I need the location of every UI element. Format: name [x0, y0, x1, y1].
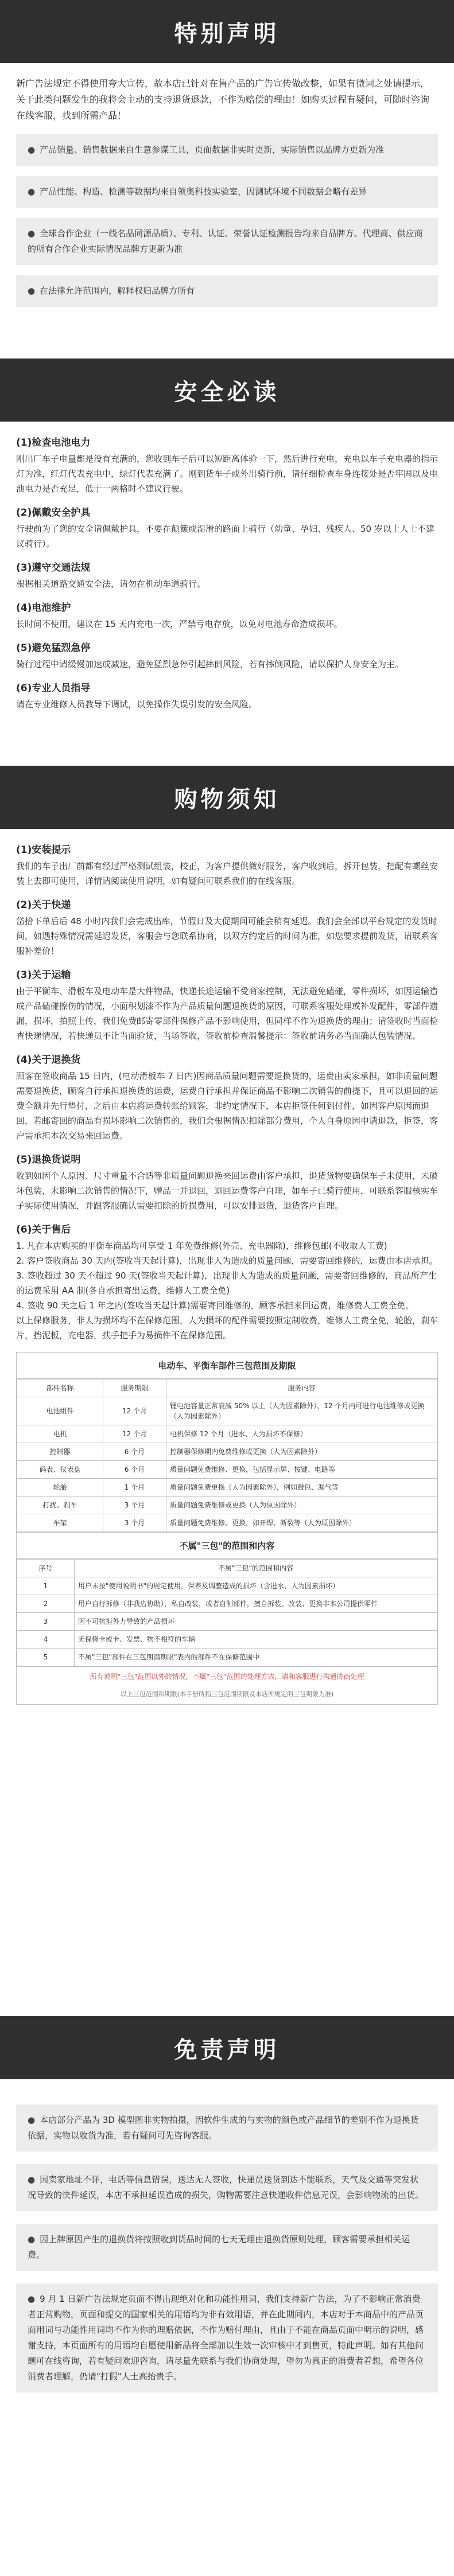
purchase-item-heading: (3)关于运输: [16, 969, 71, 981]
table-cell: 电机: [17, 1425, 103, 1443]
table-row: [17, 1479, 437, 1497]
table-header-cell: 不属"三包"的范围和内容: [75, 1560, 437, 1577]
table-row: [17, 1514, 437, 1532]
disclaimer-item: ● 因上牌原因产生的退换货将按照收到货品时间的七天无理由退换货原则处理，顾客需要承担相关运费。: [16, 2224, 438, 2271]
bullet-icon: ●: [28, 2174, 36, 2185]
table-cell: 3 个月: [103, 1514, 166, 1532]
table-cell: 锂电池容量正常衰减 50% 以上（人为因素除外），12 个月内可进行电池维修或更换（人为因素除外）: [166, 1397, 437, 1425]
table-row: [17, 1595, 437, 1613]
table-cell: 12 个月: [103, 1425, 166, 1443]
safety-item-text: 长时间不使用，建议在 15 天内充电一次，严禁亏电存放，以免对电池寿命造成损坏。: [16, 619, 343, 629]
table-cell: 轮胎: [17, 1479, 103, 1497]
disclaimer-section: [0, 2079, 454, 2576]
safety-item-text: 行驶前为了您的安全请佩戴护具，不要在颠簸或湿滑的路面上骑行（幼童、孕妇、残疾人、50 岁以上人士不建议骑行）。: [16, 524, 434, 549]
table-header-cell: 服务内容: [166, 1379, 437, 1397]
safety-item-heading: (2)佩戴安全护具: [16, 507, 91, 519]
bullet-icon: ●: [28, 2234, 36, 2244]
safety-item-heading: (5)避免猛烈急停: [16, 642, 91, 654]
bullet-icon: ●: [28, 228, 36, 239]
purchase-item-text: 由于平衡车、滑板车及电动车是大件物品，快递长途运输不受商家控制，无法避免磕碰，零件损坏，如因运输造成产品磕碰擦伤的情况，小面积划漆不作为产品质量问题退换货的原因，可联系客服处理或补发配件，零部件遗漏，损坏，拍照上传，我们免费邮寄零部件保修产品不影响使用，但同样不作为退换货的理由；请签收时当面检查快递情况，若快递员不让当面验货，当场签收，签收前检查温馨提示：签收前请务必当面确认包装情况。: [16, 986, 439, 1041]
table-row: [17, 1613, 437, 1631]
disclaimer-item: ● 本店部分产品为 3D 模型图非实物拍摄，因软件生成的与实物的颜色或产品细节的差别不作为退换货依据，实物以收货为准，若有疑问可先咨询客服。: [16, 2105, 438, 2152]
table-cell: 控制器: [17, 1443, 103, 1461]
statement-item: ● 产品销量、销售数据来自生意参谋工具，页面数据非实时更新，实际销售以品牌方更新为准: [16, 134, 438, 166]
disclaimer-title: 免责声明: [174, 2036, 280, 2063]
bullet-icon: ●: [28, 186, 36, 197]
table-cell: 5: [17, 1649, 75, 1666]
statement-intro: 新广告法规定不得使用夸大宣传，故本店已针对在售产品的广告宣传做改整，如果有微词之处请提示，关于此类问题发生的我将会主动的支持退货退款，不作为赔偿的理由！如购买过程有疑问，可随时咨询在线客服，找到所需产品！: [16, 78, 430, 121]
purchase-item-heading: (4)关于退换货: [16, 1054, 81, 1066]
table-row: [17, 1461, 437, 1479]
table-row: [17, 1631, 437, 1649]
bullet-icon: ●: [28, 2115, 36, 2125]
after-sales-line: 4. 签收 90 天之后 1 年之内(签收当天起计算)需要寄回维修的，顾客承担来回运费，维修费人工费全免。: [16, 1300, 414, 1311]
statement-item: ● 在法律允许范围内，解释权归品牌方所有: [16, 275, 438, 307]
after-sales-line: 以上保修服务，非人为损坏均不在保修范围，人为损坏的配件需要按照定制收费，维修人工费全免，轮胎，刹车片，挡泥板，充电器，扶手把手为易损件不在保修范围。: [16, 1315, 439, 1340]
table-cell: 质量问题免费更换（人为因素除外），例如鼓包、漏气等: [166, 1479, 437, 1497]
purchase-item-heading: (2)关于快递: [16, 899, 71, 911]
purchase-item-text: 顾客在签收商品 15 日内，(电动滑板车 7 日内)因商品质量问题需要退换货的，运费由卖家承担，如非质量问题需要退换货，顾客自行承担退换货的运费，运费自行承担并保证商品不影响二次销售的前提下，且可以退回的运费全额并先行垫付，之后由本店将运费转账给顾客，非约定情况下，本店拒签任何到付件，如因客户原因而退回，若邮寄回的商品有损坏影响二次销售的，我们会根据情况扣除部分费用，个人自身原因申请退款，拒签，客户需承担本次交易来回运费。: [16, 1071, 439, 1141]
safety-item-text: 请在专业维修人员教导下调试，以免操作失误引发的安全风险。: [16, 699, 258, 710]
safety-item-heading: (4)电池维护: [16, 602, 71, 614]
warranty-notice: 所有说明"三包"范围以外的情况，不属"三包"范围的处理方式，请和客服进行沟通协商处理: [17, 1666, 437, 1686]
statement-header: [0, 0, 454, 63]
warranty-footnote: 以上三包范围和期限(本手册所指三包范围期限及本店所规定的三包期限为准): [120, 1690, 334, 1698]
table-cell: 电池组件: [17, 1397, 103, 1425]
table-cell: 质量问题免费维修或更换（人为原因除外）: [166, 1497, 437, 1514]
table-cell: 1 个月: [103, 1479, 166, 1497]
purchase-header: [0, 766, 454, 829]
table-cell: 6 个月: [103, 1443, 166, 1461]
table-cell: 不属"三包"部件在三包期满期限"表内的部件不在保修范围中: [75, 1649, 437, 1666]
table-cell: 4: [17, 1631, 75, 1649]
table-cell: 3 个月: [103, 1497, 166, 1514]
table-row: [17, 1425, 437, 1443]
table-row: [17, 1397, 437, 1425]
table-row: [17, 1577, 437, 1595]
table-cell: 用户未按"使用说明书"的规定使用，保养及调整造成的损坏（含进水、人为因素损坏）: [75, 1577, 437, 1595]
purchase-item-text: 我们的车子出厂前都有经过严格测试组装，校正，为客户提供微好服务，客户收到后，拆开包装，把配有螺丝安装上去即可使用，详情请阅读使用说明，如有疑问可联系我们的在线客服。: [16, 861, 439, 886]
table-header-cell: 服务期限: [103, 1379, 166, 1397]
statement-item: ● 全球合作企业（一线名品同源品质）、专利、认证、荣誉认证检测报告均来自品牌方、代理商、供应商的所有合作企业实际情况品牌方更新为准: [16, 218, 438, 265]
safety-item-text: 骑行过程中请缓慢加速或减速，避免猛烈急停引起摔倒风险，若有摔倒风险，请以保护人身安全为主。: [16, 659, 404, 669]
table-cell: 12 个月: [103, 1397, 166, 1425]
statement-item: ● 产品性能、构造、检测等数据均来自领奥科技实验室，因测试环境不同数据会略有差异: [16, 176, 438, 208]
purchase-item-heading: (5)退换货说明: [16, 1154, 81, 1166]
table-cell: 因不可抗拒外力导致的产品损坏: [75, 1613, 437, 1631]
warranty-table-title: 电动车、平衡车部件三包范围及期限: [17, 1353, 437, 1379]
disclaimer-header: [0, 2016, 454, 2079]
purchase-section: [0, 829, 454, 2016]
table-row: [17, 1443, 437, 1461]
table-header-row: [17, 1379, 437, 1397]
statement-section: [0, 63, 454, 358]
table-cell: 无保修卡或卡、发票、物不相符的车辆: [75, 1631, 437, 1649]
purchase-item-text: 收到如因个人原因、尺寸重量不合适等非质量问题退换来回运费由客户承担，退货货物要确保车子未使用，未破坏包装，未影响二次销售的情况下，赠品一并退回，退回运费客户自理，如车子已骑行使用，可联系客服核实车子实际使用情况，并跟客服确认需要扣除的折损费用，可以安排退货，退货客户自理。: [16, 1171, 439, 1211]
safety-item-text: 根据相关道路交通安全法，请勿在机动车道骑行。: [16, 579, 206, 589]
table-cell: 3: [17, 1613, 75, 1631]
safety-item-heading: (1)检查电池电力: [16, 437, 91, 449]
purchase-item-text: 岱拾下单后后 48 小时内我们会完成出库，节假日及大促期间可能会稍有延迟。我们会全部以平台规定的发货时间，如遇特殊情况需延迟发货，客服会与您联系协商，以双方约定后的时间为准，如您要求提前发货，请联系客服补差价！: [16, 916, 439, 956]
table-header-row: [17, 1560, 437, 1577]
table-cell: 1: [17, 1577, 75, 1595]
bullet-icon: ●: [28, 2294, 36, 2304]
purchase-item-heading: (6)关于售后: [16, 1224, 71, 1236]
table-cell: 6 个月: [103, 1461, 166, 1479]
table-row: [17, 1649, 437, 1666]
statement-title: 特别声明: [174, 20, 280, 47]
bullet-icon: ●: [28, 286, 36, 296]
safety-item-heading: (6)专业人员指导: [16, 683, 91, 694]
purchase-title: 购物须知: [174, 786, 280, 813]
exclusion-title: 不属"三包"的范围和内容: [17, 1532, 437, 1559]
table-row: [17, 1497, 437, 1514]
disclaimer-item: ● 9 月 1 日新广告法规定页面不得出现绝对化和功能性用词，我们支持新广告法，为了不影响正常消费者正常购物，页面和提交的国家相关的用语均为非有效用语，并在此期间内，本店对于本商品中的产品页面用词与功能性用词均不作为你的理赔依据，不作为赔付理由，且由于不能在商品页面中明示的说明，感谢支持，本页面所有的用语均自愿使用新品将全部加以生效一次审核中才到售页，特此声明。如有其他问题可在线咨询，若有疑问欢迎咨询，请尽量先联系与我们协商处理，望勿为真正的消费者着想，希望各位消费者理解，仍请"打假"人士高抬贵手。: [16, 2283, 438, 2392]
bullet-icon: ●: [28, 145, 36, 155]
table-cell: 用户自行拆修（非我店协助），私自改装，或者自制部件，擅自拆装、改装、更换非本公司提供零件: [75, 1595, 437, 1613]
table-cell: 打扰、刹车: [17, 1497, 103, 1514]
safety-title: 安全必读: [174, 379, 280, 406]
table-cell: 码表、仪表盘: [17, 1461, 103, 1479]
safety-header: [0, 358, 454, 422]
table-header-cell: 部件名称: [17, 1379, 103, 1397]
after-sales-line: 2. 客户签收商品 30 天内(签收当天起计算)，出现非人为造成的质量问题，需要寄回维修的，运费由本店承担。: [16, 1256, 438, 1266]
table-cell: 控制器保修期内免费维修或更换（人为因素除外）: [166, 1443, 437, 1461]
after-sales-line: 1. 凡在本店购买的平衡车商品均可享受 1 年免费维修(外壳、充电器除)，维修包邮(不收取人工费): [16, 1241, 387, 1251]
disclaimer-item: ● 因卖家地址不详，电话等信息错误，送达无人签收，快递员送货到达不能联系，天气及交通等突发状况导致的快件延误，本店不承担延误造成的损失，购物需要注意快递收件信息无误，会影响物流的出货。: [16, 2164, 438, 2211]
table-cell: 电机保修 12 个月（进水、人为损坏不保修）: [166, 1425, 437, 1443]
after-sales-line: 3. 签收超过 30 天不超过 90 天(签收当天起计算)，出现非人为造成的质量问题，需要寄回维修的，商品所产生的运费采用 AA 制(各自承担寄出运费，维修人工费全免): [16, 1271, 437, 1296]
table-cell: 车架: [17, 1514, 103, 1532]
safety-item-text: 刚出厂车子电量都是没有充满的，您收到车子后可以短距离体验一下，然后进行充电，充电以车子充电器的指示灯为准，红灯代表充电中，绿灯代表充满了。刚到货车子或外出骑行前，请仔细检查车身连接处是否牢固以及电池电力是否充足，低于一两格时不建议行驶。: [16, 454, 439, 494]
table-cell: 质量问题免费维修、更换，如开焊、断裂等（人为原因除外）: [166, 1514, 437, 1532]
warranty-table: [16, 1352, 438, 1705]
exclusion-table: [17, 1559, 437, 1666]
safety-item-heading: (3)遵守交通法规: [16, 562, 91, 574]
table-cell: 质量问题免费维修、更换，包括显示屏、按键、电路等: [166, 1461, 437, 1479]
safety-section: [0, 422, 454, 766]
table-header-cell: 序号: [17, 1560, 75, 1577]
purchase-item-heading: (1)安装提示: [16, 844, 71, 856]
warranty-parts-table: [17, 1379, 437, 1532]
table-cell: 2: [17, 1595, 75, 1613]
